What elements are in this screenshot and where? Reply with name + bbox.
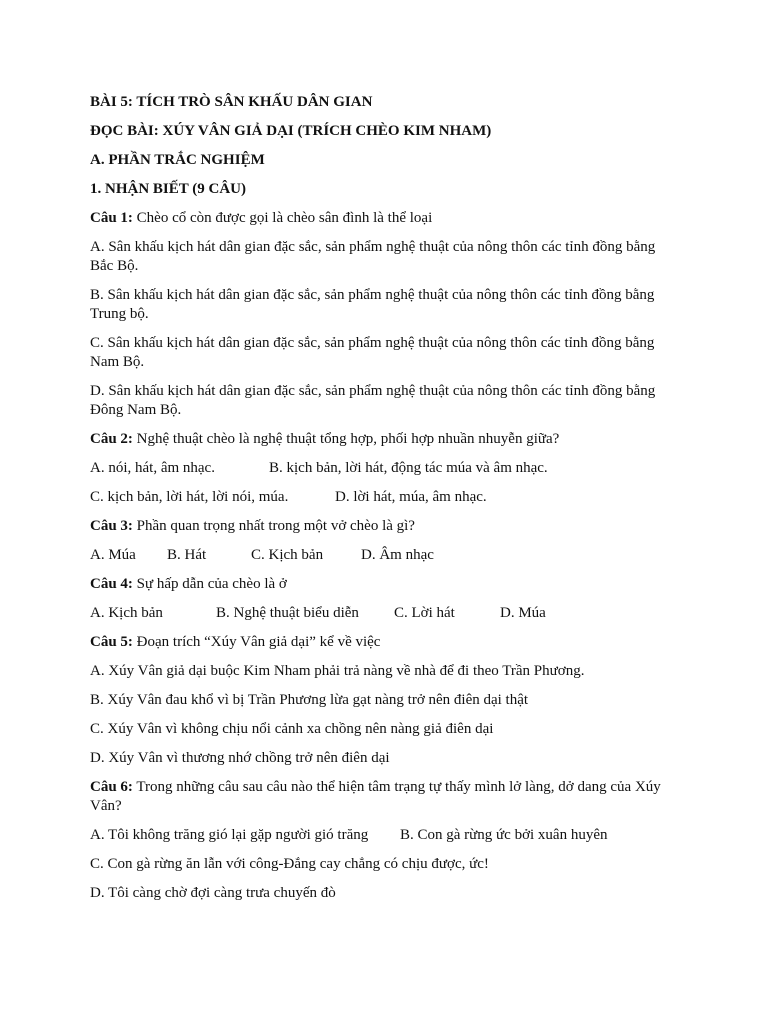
question-label: Câu 4: — [90, 576, 133, 592]
option-b: B. Nghệ thuật biểu diễn — [216, 605, 359, 621]
option-c: C. Kịch bản — [251, 547, 324, 563]
option-a: A. Xúy Vân giả dại buộc Kim Nham phải trả nàng về nhà để đi theo Trần Phương. — [90, 663, 585, 679]
option-b: B. Sân khấu kịch hát dân gian đặc sắc, sản phẩm nghệ thuật của nông thôn các tỉnh đồng bằng Trung bộ. — [90, 287, 655, 322]
reading-title: ĐỌC BÀI: XÚY VÂN GIẢ DẠI (TRÍCH CHÈO KIM NHAM) — [90, 123, 492, 139]
option-d: D. Xúy Vân vì thương nhớ chồng trở nên điên dại — [90, 750, 390, 766]
document-content — [90, 93, 680, 913]
question-label: Câu 6: — [90, 779, 133, 795]
option-a: A. Kịch bản — [90, 605, 163, 621]
question-3 — [90, 517, 680, 536]
option-d: D. Sân khấu kịch hát dân gian đặc sắc, sản phẩm nghệ thuật của nông thôn các tỉnh đồng bằng Đông Nam Bộ. — [90, 383, 656, 418]
question-text: Phần quan trọng nhất trong một vở chèo là gì? — [132, 518, 415, 534]
question-1 — [90, 209, 680, 228]
option-b: B. kịch bản, lời hát, động tác múa và âm nhạc. — [269, 460, 548, 476]
options-row — [90, 604, 680, 623]
question-text: Chèo cổ còn được gọi là chèo sân đình là thể loại — [132, 210, 433, 226]
question-4 — [90, 575, 680, 594]
question-text: Trong những câu sau câu nào thể hiện tâm trạng tự thấy mình lở làng, dở dang của Xúy Vân? — [90, 779, 661, 814]
level-title: 1. NHẬN BIẾT (9 CÂU) — [90, 181, 246, 197]
option-c: C. Sân khấu kịch hát dân gian đặc sắc, sản phẩm nghệ thuật của nông thôn các tỉnh đồng bằng Nam Bộ. — [90, 335, 655, 370]
option-d: D. Múa — [500, 605, 546, 621]
question-6 — [90, 778, 680, 816]
option-c: C. Con gà rừng ăn lẫn với công-Đắng cay chẳng có chịu được, ức! — [90, 856, 489, 872]
option-d: D. lời hát, múa, âm nhạc. — [335, 489, 487, 505]
option-b: B. Xúy Vân đau khổ vì bị Trần Phương lừa gạt nàng trở nên điên dại thật — [90, 692, 529, 708]
option-b: B. Con gà rừng ức bởi xuân huyên — [400, 827, 608, 843]
option-c: C. kịch bản, lời hát, lời nói, múa. — [90, 489, 289, 505]
question-text: Đoạn trích “Xúy Vân giả dại” kể về việc — [132, 634, 381, 650]
option-b: B. Hát — [167, 547, 207, 563]
options-row — [90, 826, 680, 845]
option-a: A. Tôi không trăng gió lại gặp người gió trăng — [90, 827, 369, 843]
section-title: A. PHẦN TRẮC NGHIỆM — [90, 152, 265, 168]
lesson-title: BÀI 5: TÍCH TRÒ SÂN KHẤU DÂN GIAN — [90, 94, 373, 110]
question-label: Câu 1: — [90, 210, 133, 226]
option-c: C. Xúy Vân vì không chịu nổi cảnh xa chồng nên nàng giả điên dại — [90, 721, 494, 737]
options-row — [90, 488, 680, 507]
question-text: Sự hấp dẫn của chèo là ở — [132, 576, 287, 592]
question-label: Câu 2: — [90, 431, 133, 447]
question-label: Câu 5: — [90, 634, 133, 650]
question-5 — [90, 633, 680, 652]
options-row — [90, 459, 680, 478]
question-text: Nghệ thuật chèo là nghệ thuật tổng hợp, phối hợp nhuần nhuyễn giữa? — [132, 431, 560, 447]
option-a: A. Múa — [90, 547, 136, 563]
option-a: A. Sân khấu kịch hát dân gian đặc sắc, sản phẩm nghệ thuật của nông thôn các tỉnh đồng bằng Bắc Bộ. — [90, 239, 656, 274]
option-a: A. nói, hát, âm nhạc. — [90, 460, 215, 476]
option-d: D. Âm nhạc — [361, 547, 434, 563]
options-row — [90, 546, 680, 565]
option-d: D. Tôi càng chờ đợi càng trưa chuyến đò — [90, 885, 336, 901]
question-2 — [90, 430, 680, 449]
option-c: C. Lời hát — [394, 605, 455, 621]
question-label: Câu 3: — [90, 518, 133, 534]
